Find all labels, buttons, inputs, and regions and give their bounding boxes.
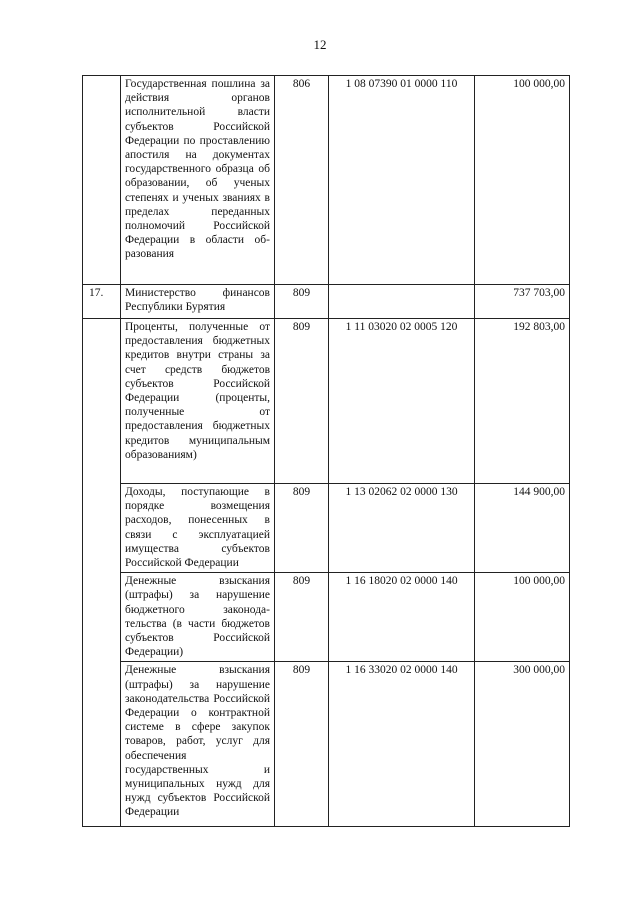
budget-classification-code: 1 16 33020 02 0000 140 <box>329 662 475 827</box>
budget-classification-code: 1 11 03020 02 0005 120 <box>329 319 475 484</box>
budget-classification-code: 1 13 02062 02 0000 130 <box>329 484 475 573</box>
admin-code: 809 <box>275 319 329 484</box>
amount: 100 000,00 <box>475 76 570 285</box>
table-row <box>83 662 570 827</box>
revenue-name: Денежные взыскания (штрафы) за нарушение законодательства Российской Федерации о контрактной системе в сфере закупок товаров, работ, услуг для обеспечения государственных и муниципальных нужд для нужд субъектов Российской Федерации <box>121 662 275 827</box>
row-number <box>83 76 121 285</box>
amount: 737 703,00 <box>475 285 570 319</box>
table-row <box>83 484 570 573</box>
page-number: 12 <box>313 37 327 52</box>
table-row <box>83 76 570 285</box>
revenue-name: Доходы, поступающие в порядке возмещения расходов, понесенных в связи с эксплуатацией имущества субъектов Российской Федерации <box>121 484 275 573</box>
admin-code: 809 <box>275 662 329 827</box>
revenue-table <box>82 75 570 827</box>
amount: 144 900,00 <box>475 484 570 573</box>
amount: 100 000,00 <box>475 573 570 662</box>
table-row <box>83 573 570 662</box>
revenue-name: Государственная пошлина за действия органов исполнительной власти субъектов Российской Федерации по проставлению апостиля на документах государственного образца об образовании, об ученых степенях и ученых званиях в пределах переданных полномочий Российской Федерации в области образования <box>121 76 275 285</box>
admin-code: 809 <box>275 573 329 662</box>
row-number: 17. <box>83 285 121 319</box>
budget-classification-code <box>329 285 475 319</box>
revenue-name: Министерство финансов Республики Бурятия <box>121 285 275 319</box>
revenue-name: Проценты, полученные от предоставления бюджетных кредитов внутри страны за счет средств бюджетов субъектов Российской Федерации (проценты, полученные от предоставления бюджетных кредитов муниципальным образованиям) <box>121 319 275 484</box>
table-row <box>83 319 570 484</box>
admin-code: 809 <box>275 285 329 319</box>
revenue-name: Денежные взыскания (штрафы) за нарушение бюджетного законодательства (в части бюджетов субъектов Российской Федерации) <box>121 573 275 662</box>
amount: 192 803,00 <box>475 319 570 484</box>
budget-classification-code: 1 16 18020 02 0000 140 <box>329 573 475 662</box>
admin-code: 806 <box>275 76 329 285</box>
row-number <box>83 319 121 827</box>
budget-classification-code: 1 08 07390 01 0000 110 <box>329 76 475 285</box>
admin-code: 809 <box>275 484 329 573</box>
table-row <box>83 285 570 319</box>
amount: 300 000,00 <box>475 662 570 827</box>
